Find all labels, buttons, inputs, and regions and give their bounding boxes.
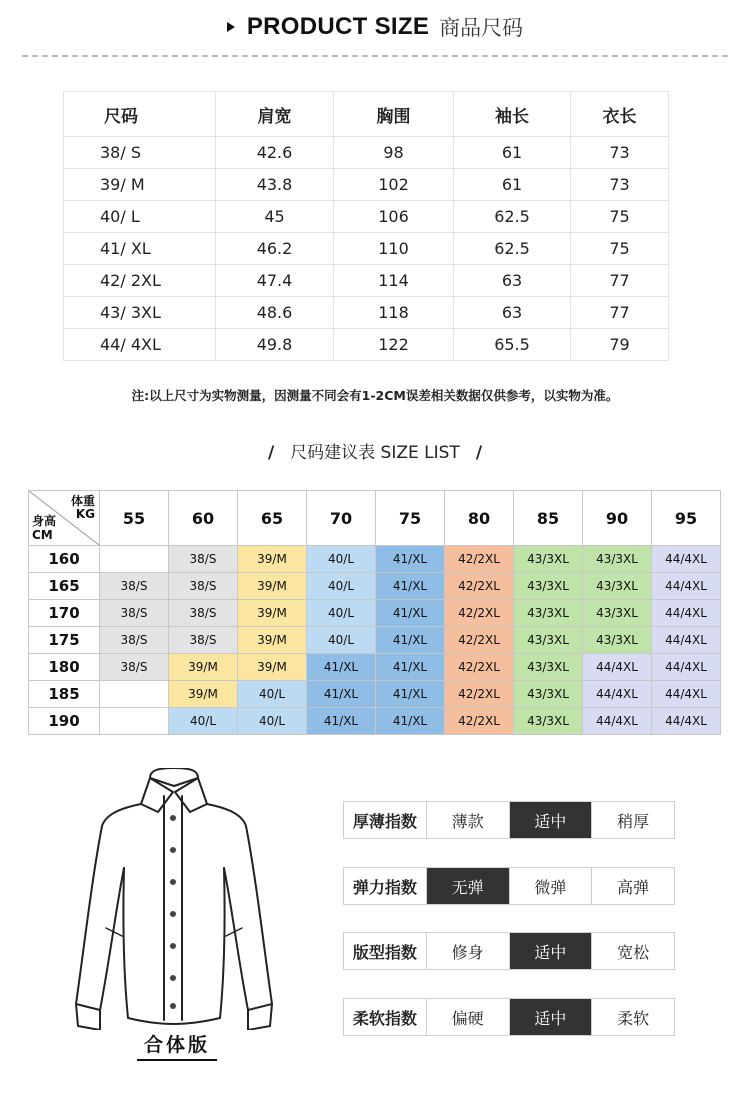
table-cell: 75 (571, 201, 669, 233)
table-cell: 61 (454, 137, 571, 169)
header-cell: 尺码 (64, 92, 216, 137)
size-recommendation-table (28, 490, 721, 735)
size-cell: 38/S (169, 573, 238, 600)
table-cell: 65.5 (454, 329, 571, 361)
size-cell (100, 681, 169, 708)
height-cell: 170 (29, 600, 100, 627)
height-cell: 175 (29, 627, 100, 654)
size-cell: 42/2XL (445, 600, 514, 627)
size-cell: 42/2XL (445, 627, 514, 654)
index-option: 适中 (509, 802, 592, 838)
size-cell: 43/3XL (583, 627, 652, 654)
size-table-header (64, 92, 669, 137)
size-cell: 38/S (100, 573, 169, 600)
size-cell: 41/XL (307, 681, 376, 708)
size-cell: 44/4XL (652, 546, 721, 573)
size-cell: 43/3XL (583, 600, 652, 627)
size-cell: 41/XL (307, 708, 376, 735)
height-cell: 160 (29, 546, 100, 573)
size-cell: 41/XL (307, 654, 376, 681)
weight-label: 体重 (70, 494, 95, 508)
size-cell: 40/L (307, 627, 376, 654)
size-cell: 44/4XL (652, 600, 721, 627)
index-option: 修身 (426, 933, 509, 969)
table-cell: 63 (454, 265, 571, 297)
size-cell: 43/3XL (514, 627, 583, 654)
height-cell: 190 (29, 708, 100, 735)
size-list-title-text: 尺码建议表 SIZE LIST (290, 443, 460, 463)
size-cell: 38/S (100, 654, 169, 681)
size-cell: 40/L (307, 546, 376, 573)
size-cell: 39/M (238, 627, 307, 654)
table-cell: 49.8 (216, 329, 334, 361)
corner-cell (29, 491, 100, 546)
table-cell: 73 (571, 137, 669, 169)
table-cell: 79 (571, 329, 669, 361)
weight-cell: 60 (169, 491, 238, 546)
table-cell: 38/ S (64, 137, 216, 169)
table-cell: 98 (334, 137, 454, 169)
size-cell: 41/XL (376, 708, 445, 735)
table-cell: 77 (571, 265, 669, 297)
table-cell: 43.8 (216, 169, 334, 201)
size-cell: 43/3XL (514, 600, 583, 627)
index-option: 薄款 (426, 802, 509, 838)
shirt-buttons (170, 815, 176, 1009)
index-option: 微弹 (509, 868, 592, 904)
size-cell: 38/S (169, 546, 238, 573)
slash-right: / (475, 443, 483, 463)
table-cell: 73 (571, 169, 669, 201)
size-cell: 39/M (238, 654, 307, 681)
size-cell: 41/XL (376, 573, 445, 600)
table-cell: 77 (571, 297, 669, 329)
size-cell: 43/3XL (514, 681, 583, 708)
size-cell: 43/3XL (583, 546, 652, 573)
index-label: 厚薄指数 (352, 811, 417, 831)
size-cell: 43/3XL (514, 573, 583, 600)
size-cell: 44/4XL (583, 681, 652, 708)
weight-cell: 90 (583, 491, 652, 546)
weight-header-row (29, 491, 721, 546)
title-en: PRODUCT SIZE (246, 13, 430, 40)
height-row (29, 627, 721, 654)
table-cell: 42.6 (216, 137, 334, 169)
index-option: 适中 (509, 999, 592, 1035)
elasticity-index (343, 867, 675, 905)
table-row (64, 265, 669, 297)
height-row (29, 573, 721, 600)
height-row (29, 681, 721, 708)
size-cell (100, 708, 169, 735)
size-cell: 39/M (238, 573, 307, 600)
table-cell: 62.5 (454, 201, 571, 233)
size-cell: 43/3XL (514, 708, 583, 735)
size-cell: 42/2XL (445, 573, 514, 600)
weight-cell: 85 (514, 491, 583, 546)
table-cell: 75 (571, 233, 669, 265)
page-header (0, 12, 750, 48)
table-row (64, 233, 669, 265)
table-row (64, 169, 669, 201)
table-cell: 106 (334, 201, 454, 233)
index-option: 高弹 (591, 868, 674, 904)
size-cell: 42/2XL (445, 654, 514, 681)
fit-type-label: 合体版 (143, 1034, 210, 1056)
size-cell: 44/4XL (652, 627, 721, 654)
size-cell: 41/XL (376, 600, 445, 627)
size-cell: 38/S (169, 627, 238, 654)
weight-cell: 80 (445, 491, 514, 546)
weight-cell: 75 (376, 491, 445, 546)
size-cell: 41/XL (376, 627, 445, 654)
height-label: 身高 (32, 514, 57, 528)
table-cell: 61 (454, 169, 571, 201)
dashed-divider (22, 55, 728, 57)
table-row (64, 297, 669, 329)
table-cell: 44/ 4XL (64, 329, 216, 361)
size-cell: 43/3XL (514, 654, 583, 681)
table-cell: 114 (334, 265, 454, 297)
size-cell: 38/S (100, 627, 169, 654)
header-cell: 胸围 (334, 92, 454, 137)
height-row (29, 654, 721, 681)
size-cell: 42/2XL (445, 681, 514, 708)
height-row (29, 708, 721, 735)
table-row (64, 137, 669, 169)
weight-cell: 70 (307, 491, 376, 546)
height-row (29, 546, 721, 573)
table-cell: 63 (454, 297, 571, 329)
table-cell: 102 (334, 169, 454, 201)
table-row (64, 329, 669, 361)
index-option: 宽松 (591, 933, 674, 969)
weight-unit: KG (75, 507, 95, 521)
size-cell: 44/4XL (652, 654, 721, 681)
fit-index (343, 932, 675, 970)
size-cell: 42/2XL (445, 546, 514, 573)
index-option: 稍厚 (591, 802, 674, 838)
height-unit: CM (32, 528, 53, 542)
size-table (63, 91, 669, 361)
index-option: 柔软 (591, 999, 674, 1035)
index-label: 版型指数 (352, 942, 417, 962)
header-cell: 袖长 (454, 92, 571, 137)
size-cell: 39/M (169, 681, 238, 708)
header-cell: 衣长 (571, 92, 669, 137)
height-cell: 180 (29, 654, 100, 681)
size-cell: 43/3XL (583, 573, 652, 600)
table-cell: 47.4 (216, 265, 334, 297)
size-cell: 40/L (169, 708, 238, 735)
size-cell: 42/2XL (445, 708, 514, 735)
weight-cell: 55 (100, 491, 169, 546)
fit-label-underline (137, 1059, 217, 1061)
index-label: 柔软指数 (352, 1008, 417, 1028)
size-cell: 40/L (238, 681, 307, 708)
table-cell: 46.2 (216, 233, 334, 265)
index-label: 弹力指数 (352, 877, 417, 897)
triangle-icon (227, 22, 235, 32)
index-option: 适中 (509, 933, 592, 969)
size-cell: 41/XL (376, 681, 445, 708)
size-cell: 43/3XL (514, 546, 583, 573)
softness-index (343, 998, 675, 1036)
size-cell: 38/S (100, 600, 169, 627)
table-cell: 62.5 (454, 233, 571, 265)
table-cell: 40/ L (64, 201, 216, 233)
table-cell: 118 (334, 297, 454, 329)
size-cell: 40/L (307, 573, 376, 600)
size-cell: 39/M (169, 654, 238, 681)
size-cell: 40/L (307, 600, 376, 627)
table-cell: 39/ M (64, 169, 216, 201)
slash-left: / (267, 443, 275, 463)
weight-cell: 95 (652, 491, 721, 546)
size-cell: 39/M (238, 546, 307, 573)
size-cell: 44/4XL (652, 681, 721, 708)
size-cell: 44/4XL (652, 708, 721, 735)
table-cell: 43/ 3XL (64, 297, 216, 329)
size-cell: 44/4XL (652, 573, 721, 600)
title-cn: 商品尺码 (439, 16, 524, 40)
index-option: 无弹 (426, 868, 509, 904)
table-cell: 122 (334, 329, 454, 361)
weight-axis-label (71, 495, 95, 521)
height-cell: 165 (29, 573, 100, 600)
measurement-note: 注:以上尺寸为实物测量，因测量不同会有1-2CM误差相关数据仅供参考，以实物为准。 (131, 388, 619, 403)
size-cell: 44/4XL (583, 708, 652, 735)
height-cell: 185 (29, 681, 100, 708)
size-cell (100, 546, 169, 573)
height-row (29, 600, 721, 627)
size-cell: 39/M (238, 600, 307, 627)
table-cell: 41/ XL (64, 233, 216, 265)
size-cell: 41/XL (376, 546, 445, 573)
table-cell: 42/ 2XL (64, 265, 216, 297)
size-list-title (0, 438, 750, 463)
size-cell: 44/4XL (583, 654, 652, 681)
size-cell: 41/XL (376, 654, 445, 681)
thickness-index (343, 801, 675, 839)
height-axis-label (32, 514, 56, 542)
table-cell: 45 (216, 201, 334, 233)
table-cell: 48.6 (216, 297, 334, 329)
table-cell: 110 (334, 233, 454, 265)
weight-cell: 65 (238, 491, 307, 546)
table-row (64, 201, 669, 233)
size-cell: 38/S (169, 600, 238, 627)
header-cell: 肩宽 (216, 92, 334, 137)
size-cell: 40/L (238, 708, 307, 735)
index-option: 偏硬 (426, 999, 509, 1035)
shirt-outline-icon (66, 768, 288, 1030)
